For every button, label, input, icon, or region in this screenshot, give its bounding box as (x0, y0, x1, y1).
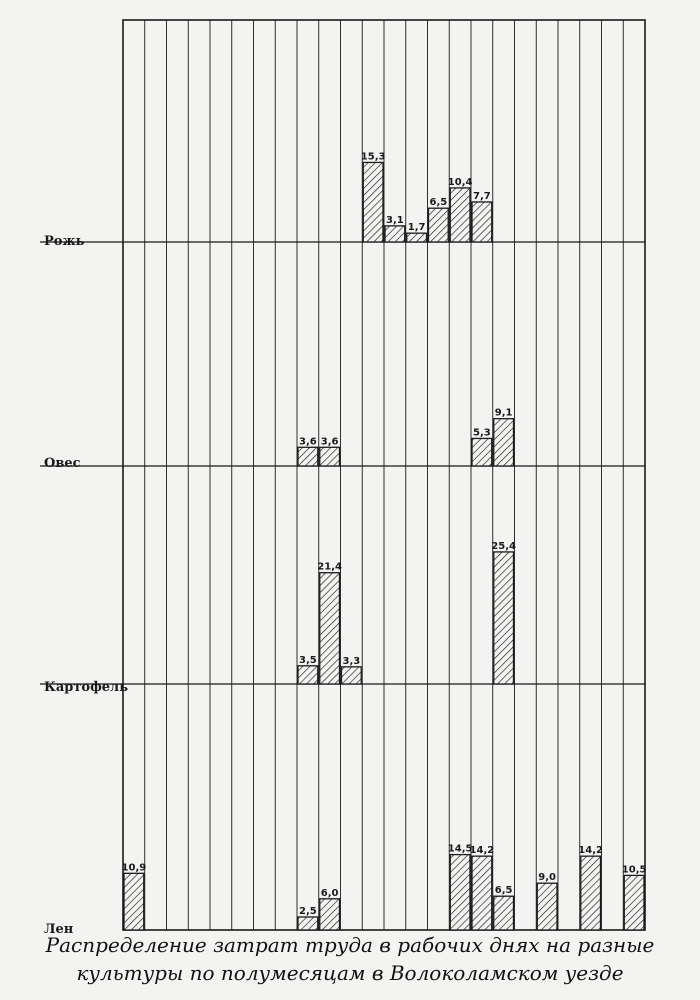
bar (581, 856, 601, 930)
bar-value-label: 15,3 (360, 151, 386, 163)
bar-value-label: 3,1 (386, 214, 404, 226)
bar (407, 233, 427, 242)
figure-caption-line-1: Распределение затрат труда в рабочих днях на разные (45, 933, 655, 957)
bar (472, 438, 492, 466)
bar-value-label: 1,7 (407, 222, 426, 234)
bar (429, 208, 449, 242)
bar-value-label: 25,4 (491, 540, 516, 552)
figure-caption-line-2: культуры по полумесяцам в Волоколамском уезде (76, 961, 624, 985)
bar (298, 447, 318, 466)
bar-value-label: 6,5 (429, 197, 448, 209)
bar-value-label: 6,5 (494, 885, 513, 897)
bar (450, 855, 470, 930)
bar (124, 873, 144, 930)
bar (320, 447, 340, 466)
bar-value-label: 14,2 (578, 845, 603, 857)
bar-value-label: 5,3 (473, 427, 491, 439)
bar-value-label: 3,3 (342, 655, 361, 667)
bar-value-label: 10,4 (447, 176, 473, 188)
bar (537, 883, 557, 930)
bar-value-label: 7,7 (473, 190, 491, 202)
bar-value-label: 21,4 (317, 561, 342, 573)
row-label-flax: Лен (44, 922, 74, 937)
bar (385, 226, 405, 242)
bar (494, 896, 514, 930)
bar (472, 856, 492, 930)
bar (320, 899, 340, 930)
bar-value-label: 3,6 (320, 436, 339, 448)
bar-value-label: 10,9 (121, 862, 147, 874)
bar (494, 552, 514, 684)
bar-value-label: 3,5 (299, 654, 317, 666)
bar-value-label: 3,6 (299, 436, 317, 448)
bar-value-label: 9,1 (494, 407, 513, 419)
bar-value-label: 9,0 (538, 872, 556, 884)
bar (298, 917, 318, 930)
bar-value-label: 14,2 (469, 845, 495, 857)
row-label-rye: Рожь (44, 234, 85, 249)
bar-value-label: 14,5 (447, 843, 473, 855)
bar (624, 875, 644, 930)
bar (450, 188, 470, 242)
bar (494, 419, 514, 466)
bar-value-label: 2,5 (299, 906, 317, 917)
row-label-oats: Овес (44, 456, 81, 471)
bar (320, 573, 340, 684)
bar (298, 666, 318, 684)
row-label-potato: Картофель (44, 680, 129, 695)
bar (342, 667, 362, 684)
grid (40, 20, 645, 930)
bar-value-label: 10,5 (621, 864, 647, 876)
bar (472, 202, 492, 242)
bar-value-label: 6,0 (320, 887, 339, 899)
bar (363, 162, 383, 242)
